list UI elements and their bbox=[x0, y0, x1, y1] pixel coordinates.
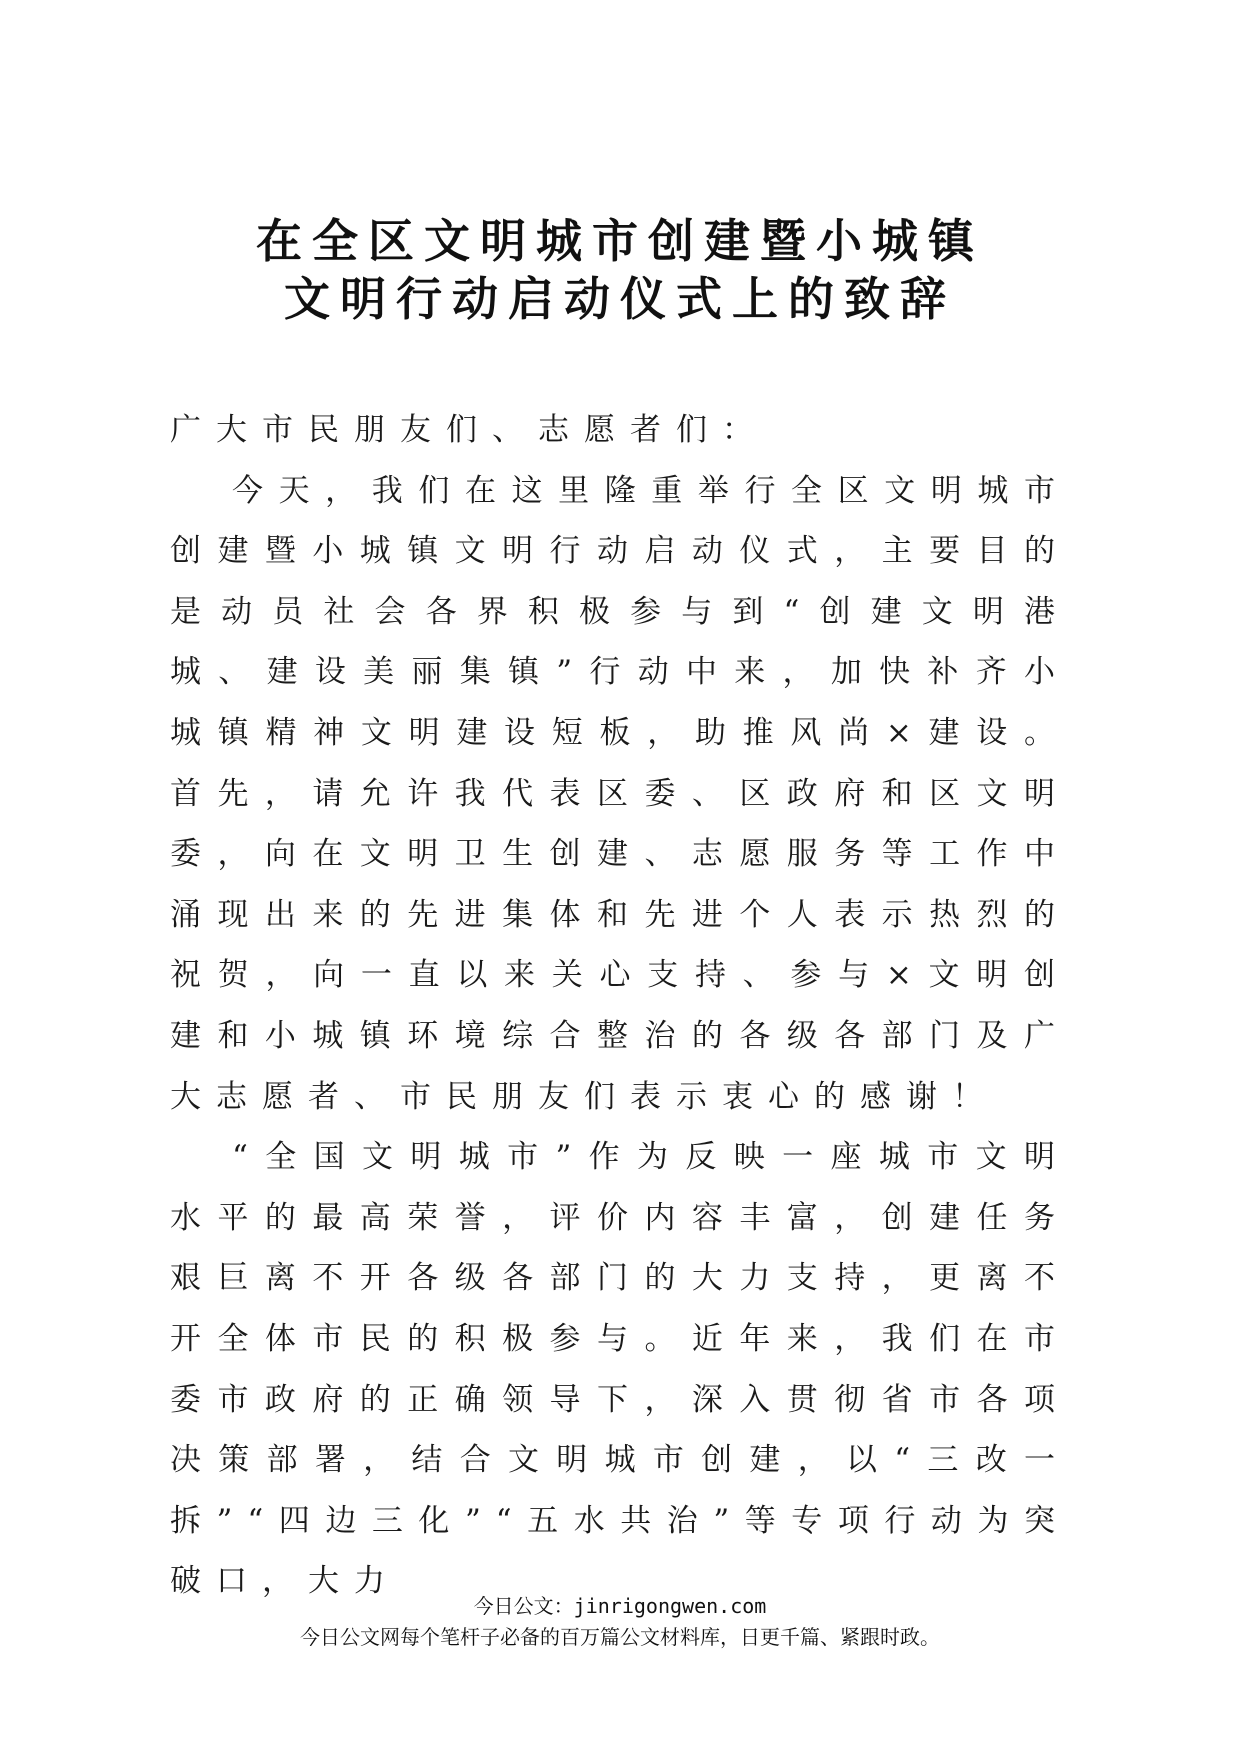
salutation: 广大市民朋友们、志愿者们： bbox=[170, 412, 768, 448]
footer-site-link[interactable]: jinrigongwen.com bbox=[573, 1594, 767, 1618]
paragraph-1: 今天，我们在这里隆重举行全区文明城市创建暨小城镇文明行动启动仪式，主要目的是动员社会各界积极参与到“创建文明港城、建设美丽集镇”行动中来，加快补齐小城镇精神文明建设短板，助推风尚×建设。首先，请允许我代表区委、区政府和区文明委，向在文明卫生创建、志愿服务等工作中涌现出来的先进集体和先进个人表示热烈的祝贺，向一直以来关心支持、参与×文明创建和小城镇环境综合整治的各级各部门及广大志愿者、市民朋友们表示衷心的感谢！ bbox=[170, 472, 1070, 1115]
document-body bbox=[170, 400, 1070, 1612]
footer-source bbox=[0, 1591, 1240, 1621]
footer-slogan: 今日公文网每个笔杆子必备的百万篇公文材料库，日更千篇、紧跟时政。 bbox=[300, 1625, 940, 1649]
paragraph-2: “全国文明城市”作为反映一座城市文明水平的最高荣誉，评价内容丰富，创建任务艰巨离不开各级各部门的大力支持，更离不开全体市民的积极参与。近年来，我们在市委市政府的正确领导下，深入贯彻省市各项决策部署，结合文明城市创建，以“三改一拆”“四边三化”“五水共治”等专项行动为突破口，大力 bbox=[170, 1139, 1070, 1600]
title-line-2: 文明行动启动仪式上的致辞 bbox=[284, 272, 956, 326]
footer-label: 今日公文： bbox=[473, 1594, 574, 1618]
document-title bbox=[120, 212, 1120, 328]
title-line-1: 在全区文明城市创建暨小城镇 bbox=[256, 214, 984, 268]
footer bbox=[0, 1591, 1240, 1653]
